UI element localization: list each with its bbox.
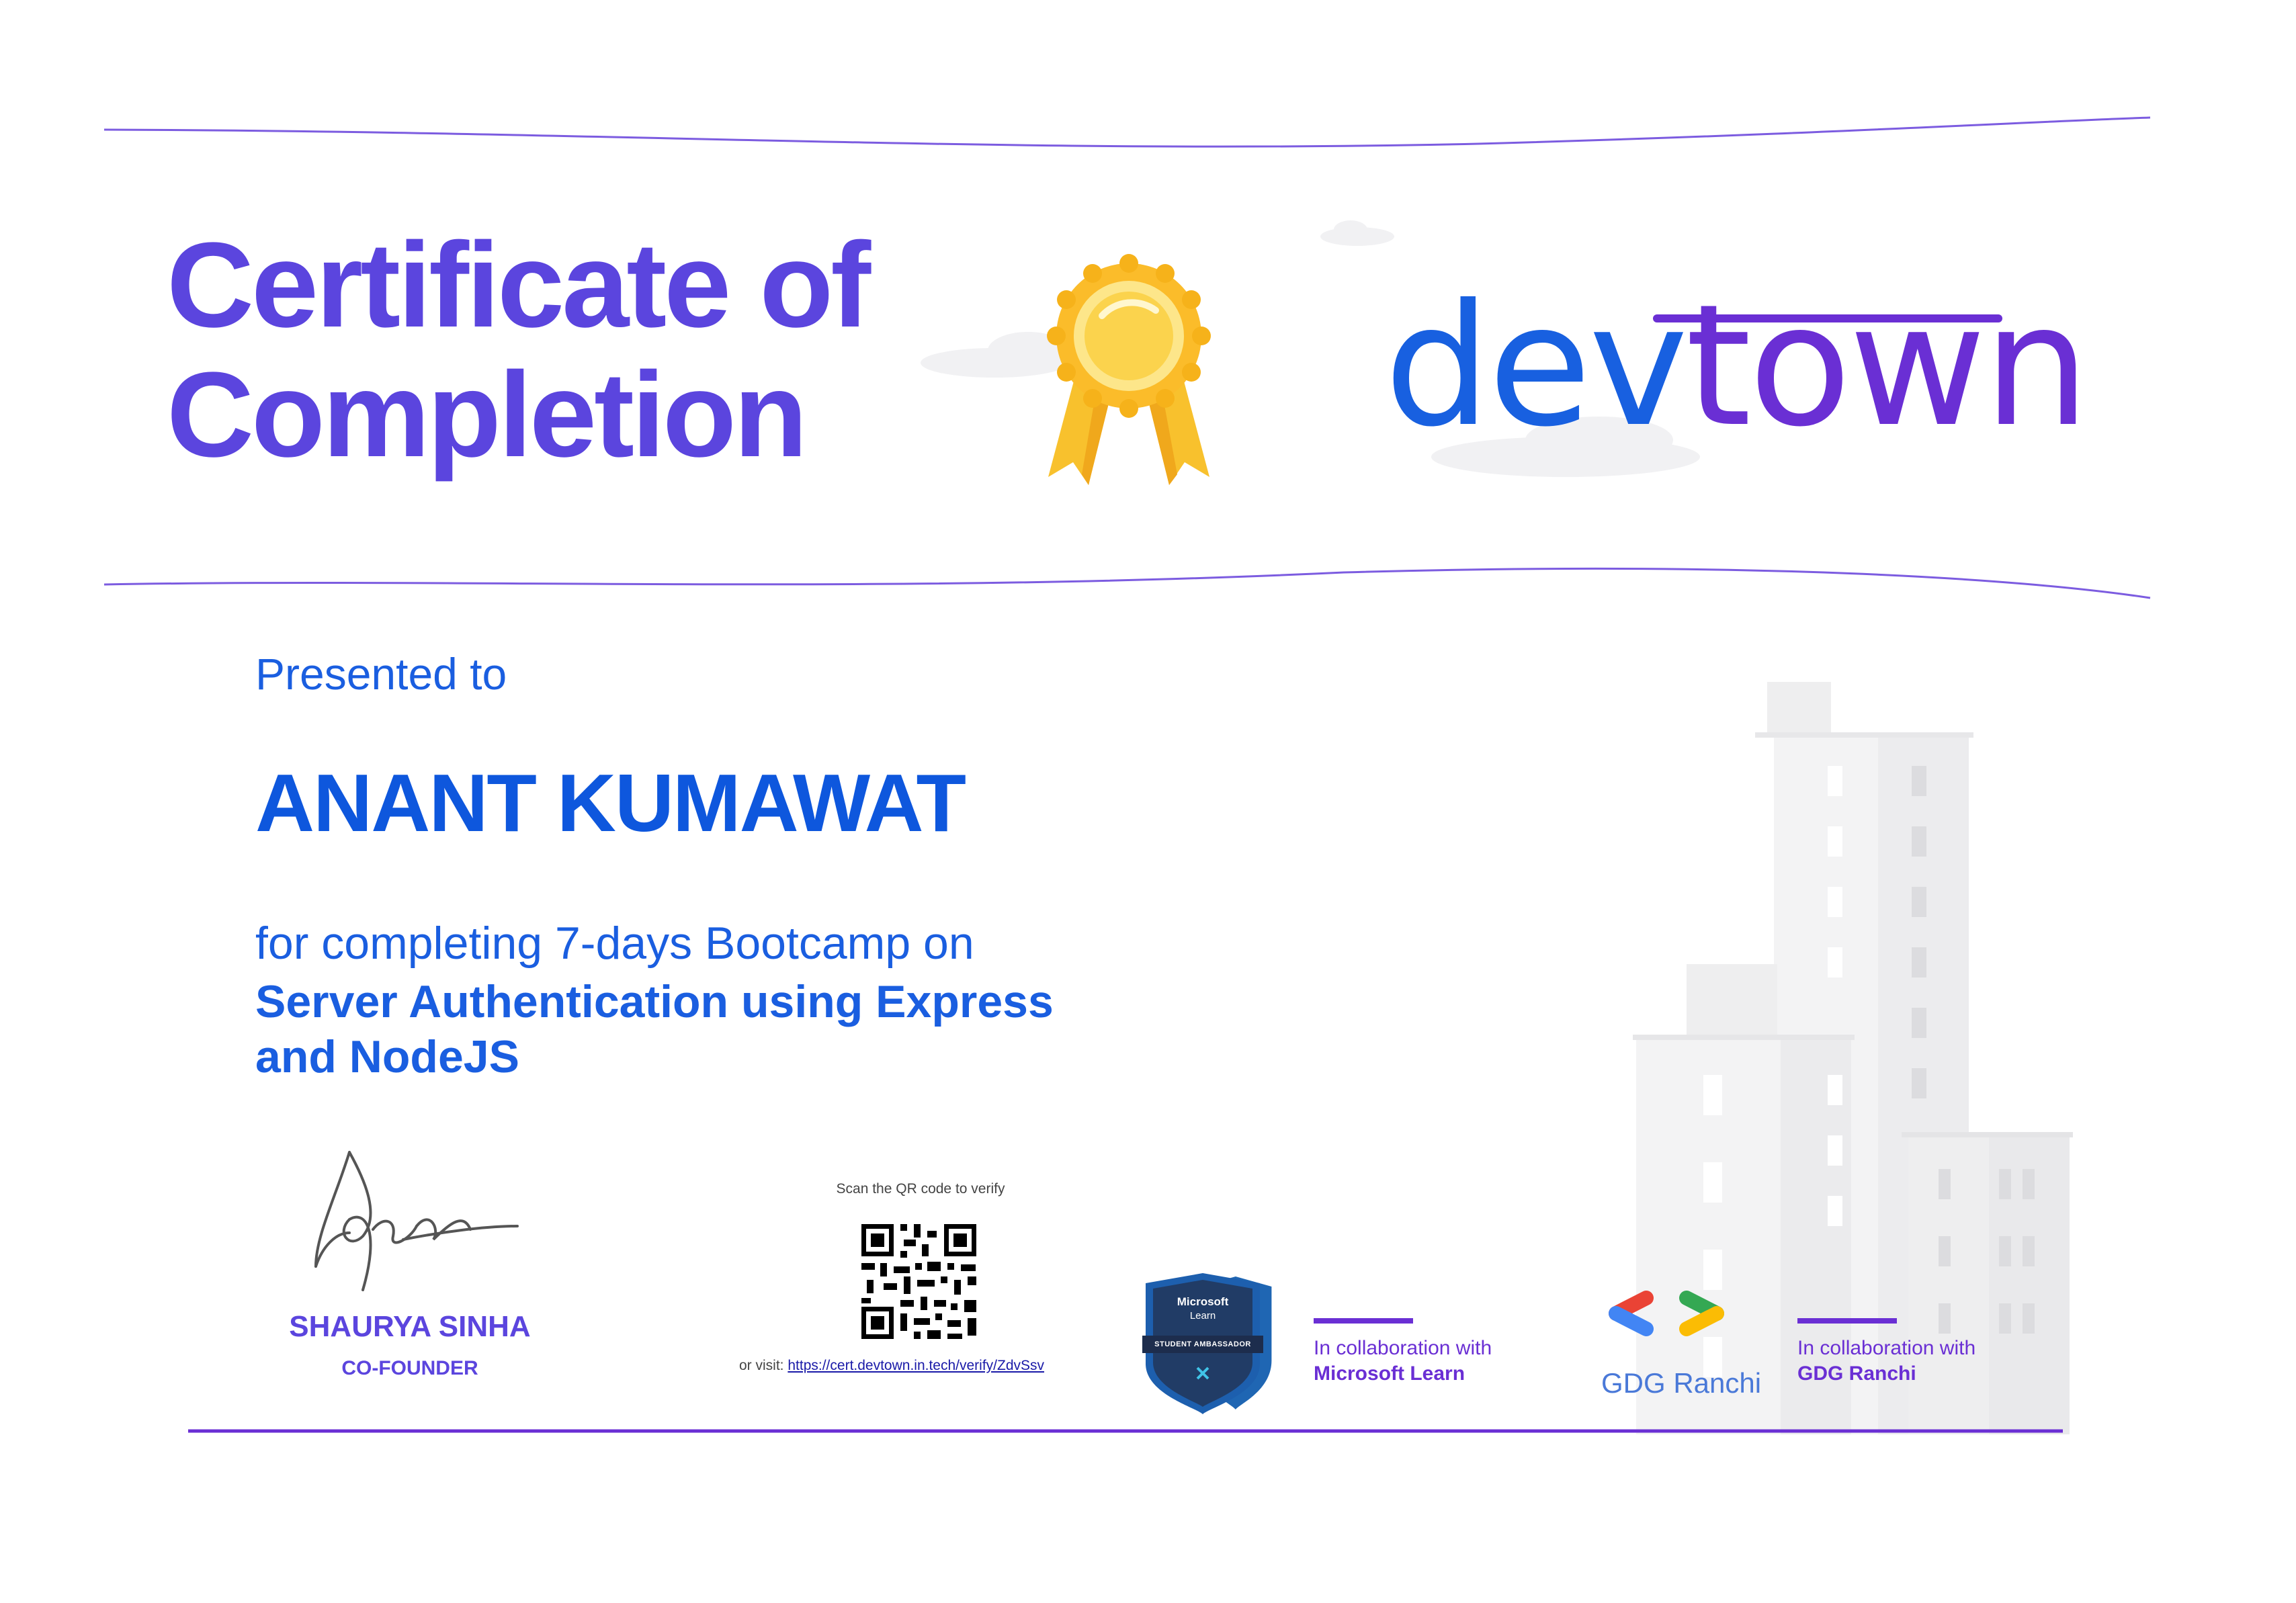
recipient-name: ANANT KUMAWAT [255,757,966,849]
certificate-title-line-1: Certificate of [167,218,869,353]
collab-gdg-ranchi [1797,1318,1975,1387]
devtown-logo [1384,268,2088,464]
collab-bar [1314,1318,1413,1324]
completion-text: for completing 7-days Bootcamp on [255,918,974,969]
signature-image [316,1152,517,1290]
collab-prefix: In collaboration with [1797,1337,1976,1359]
certificate-title-line-2: Completion [167,347,805,482]
collab-microsoft-learn [1314,1318,1492,1387]
badge-learn-label: Learn [1189,1310,1216,1322]
presented-to-label: Presented to [255,649,507,699]
gdg-ranchi-label: GDG Ranchi [1601,1367,1762,1399]
course-name: Server Authentication using Express and NodeJS [255,976,1054,1082]
signer-name: SHAURYA SINHA [289,1310,531,1343]
devtown-logo-t: t [1685,268,1749,464]
devtown-logo-own: own [1748,268,2088,464]
qr-code [857,1219,981,1344]
badge-microsoft-label: Microsoft [1177,1295,1229,1308]
collab-org: GDG Ranchi [1797,1362,1916,1385]
qr-scan-instruction: Scan the QR code to verify [836,1181,1005,1197]
verify-visit-line [739,1358,1044,1374]
award-medal-icon [1047,254,1211,485]
devtown-logo-dev: dev [1384,268,1686,464]
collab-prefix: In collaboration with [1314,1337,1492,1359]
verify-link[interactable]: https://cert.devtown.in.tech/verify/ZdvSsv [788,1358,1045,1373]
middle-wave-line [104,568,2150,598]
badge-ribbon-label: STUDENT AMBASSADOR [1154,1340,1251,1348]
signer-role: CO-FOUNDER [341,1357,478,1379]
collab-org: Microsoft Learn [1314,1362,1465,1385]
collab-bar [1797,1318,1897,1324]
top-wave-line [104,118,2150,146]
verify-visit-prefix: or visit: [739,1358,784,1373]
